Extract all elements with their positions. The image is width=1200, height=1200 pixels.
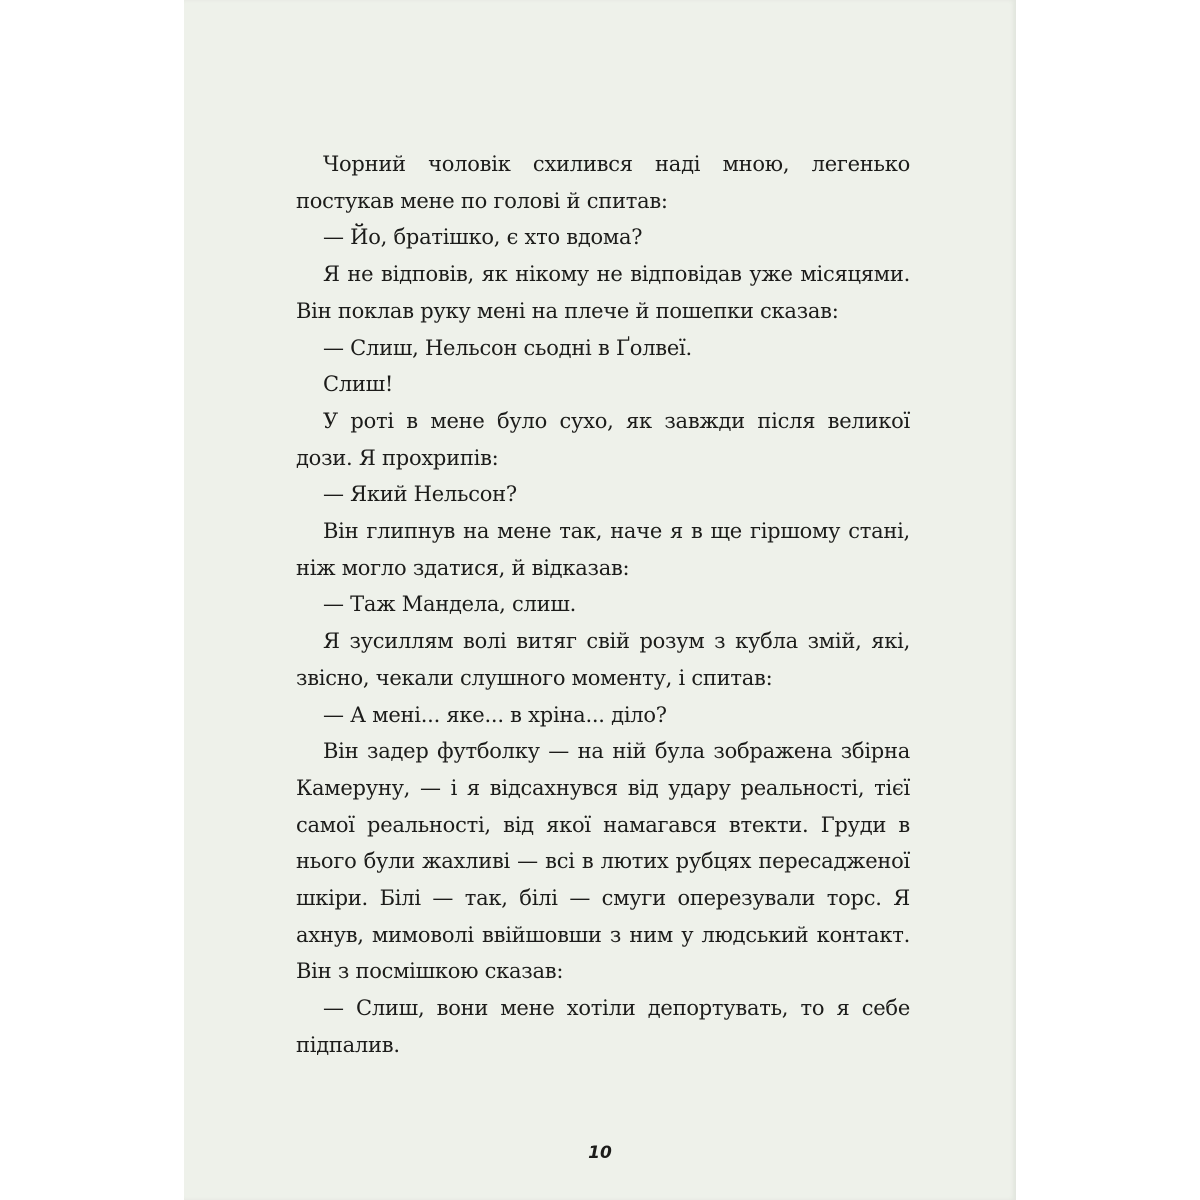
paragraph: — Таж Мандела, слиш.: [323, 592, 577, 617]
book-page: [184, 0, 1016, 1200]
text-block: [296, 146, 910, 1064]
paragraph: — А мені... яке... в хріна... діло?: [323, 702, 667, 727]
paragraph: Він задер футболку — на ній була зображена збірна Камеруну, — і я відсахнувся від удару реальності, тієї самої реальності, від якої намагався втекти. Груди в нього були жахливі — всі в лютих рубцях пересадженої шкіри. Білі — так, білі — смуги оперезували торс. Я ахнув, мимоволі ввійшовши з ним у людський контакт. Він з посмішкою сказав:: [296, 739, 910, 984]
paragraph: Я зусиллям волі витяг свій розум з кубла змій, які, звісно, чекали слушного моменту, і спитав:: [296, 629, 910, 690]
paragraph: Я не відповів, як нікому не відповідав уже місяцями. Він поклав руку мені на плече й пошепки сказав:: [296, 262, 910, 323]
paragraph: — Слиш, вони мене хотіли депортувать, то я себе підпалив.: [296, 996, 910, 1057]
page-number: 10: [588, 1143, 612, 1163]
paragraph: У роті в мене було сухо, як завжди після великої дози. Я прохрипів:: [296, 408, 910, 470]
paragraph: — Йо, братішко, є хто вдома?: [323, 225, 643, 250]
paragraph: Чорний чоловік схилився наді мною, легенько постукав мене по голові й спитав:: [296, 152, 910, 213]
paragraph: — Слиш, Нельсон сьодні в Ґолвеї.: [323, 335, 692, 360]
paragraph: Слиш!: [323, 372, 394, 397]
paragraph: Він глипнув на мене так, наче я в ще гіршому стані, ніж могло здатися, й відказав:: [296, 519, 910, 580]
paragraph: — Який Нельсон?: [323, 482, 517, 507]
